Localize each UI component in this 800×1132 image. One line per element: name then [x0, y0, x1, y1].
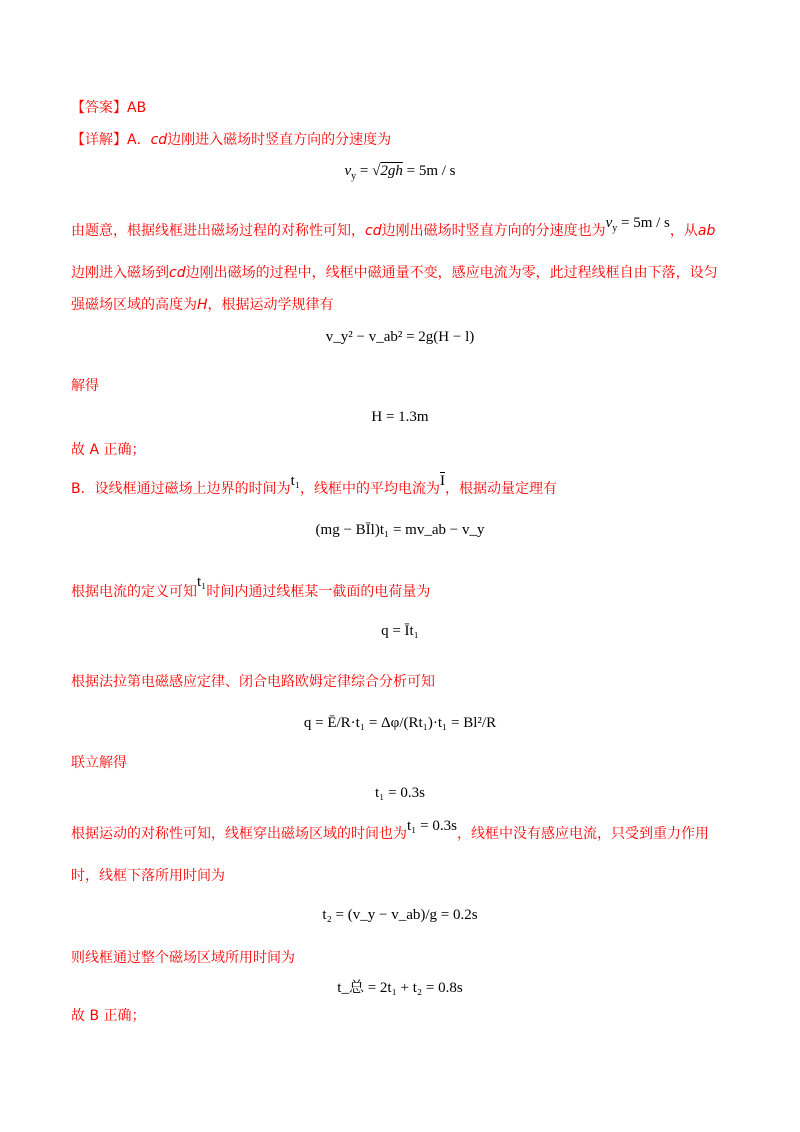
equation-faraday: q = Ē/R·t₁ = Δφ/(Rt₁)·t₁ = Bl²/R	[303, 715, 497, 731]
detail-label: 【详解】	[71, 132, 127, 148]
detail-line-1	[71, 130, 731, 150]
solve-line-1: 解得	[71, 378, 99, 394]
equation-total: t_总 = 2t₁ + t₂ = 0.8s	[337, 980, 463, 996]
equation-vy: $v_y = √2gh = 5m / s$	[344, 163, 456, 182]
fall-time-line: 时，线框下落所用时间为	[71, 868, 225, 884]
answer-label: 【答案】	[71, 100, 127, 116]
detail-line-4: 强磁场区域的高度为H，根据运动学规律有	[71, 297, 334, 313]
equation-q: q = Īt₁	[381, 623, 419, 639]
conclusion-b: 故 B 正确；	[71, 1008, 146, 1024]
detail-line-2: 由题意，根据线框进出磁场过程的对称性可知，cd边刚出磁场时竖直方向的分速度也为$v_y = 5m / s$，从ab	[71, 215, 716, 239]
charge-definition-line: 根据电流的定义可知t₁时间内通过线框某一截面的电荷量为	[71, 574, 431, 600]
conclusion-a: 故 A 正确；	[71, 442, 146, 458]
answer-value: AB	[127, 100, 147, 116]
detail-text: 边刚进入磁场时竖直方向的分速度为	[167, 132, 392, 148]
symmetry-line: 根据运动的对称性可知，线框穿出磁场区域的时间也为t₁ = 0.3s，线框中没有感应电流，只受到重力作用	[71, 818, 709, 842]
solve-line-2: 联立解得	[71, 755, 127, 771]
option-b-line: B．设线框通过磁场上边界的时间为t₁，线框中的平均电流为$\overline{I}$，根据动量定理有	[71, 473, 558, 497]
option-a-marker: A．	[127, 132, 151, 148]
equation-t1: t₁ = 0.3s	[375, 785, 425, 801]
answer-line	[71, 98, 731, 118]
equation-kinematics: v_y² − v_ab² = 2g(H − l)	[325, 329, 475, 345]
faraday-line: 根据法拉第电磁感应定律、闭合电路欧姆定律综合分析可知	[71, 674, 435, 690]
var-cd: cd	[150, 132, 168, 148]
total-time-line: 则线框通过整个磁场区域所用时间为	[71, 950, 295, 966]
equation-momentum: (mg − BĪl)t₁ = mv_ab − v_y	[315, 522, 485, 538]
detail-line-3: 边刚进入磁场到cd边刚出磁场的过程中，线框中磁通量不变，感应电流为零，此过程线框自由下落，设匀	[71, 265, 718, 281]
equation-h: H = 1.3m	[371, 409, 429, 425]
inline-math-vy: $v_y = 5m / s$	[605, 215, 670, 234]
equation-t2: t₂ = (v_y − v_ab)/g = 0.2s	[322, 907, 478, 923]
